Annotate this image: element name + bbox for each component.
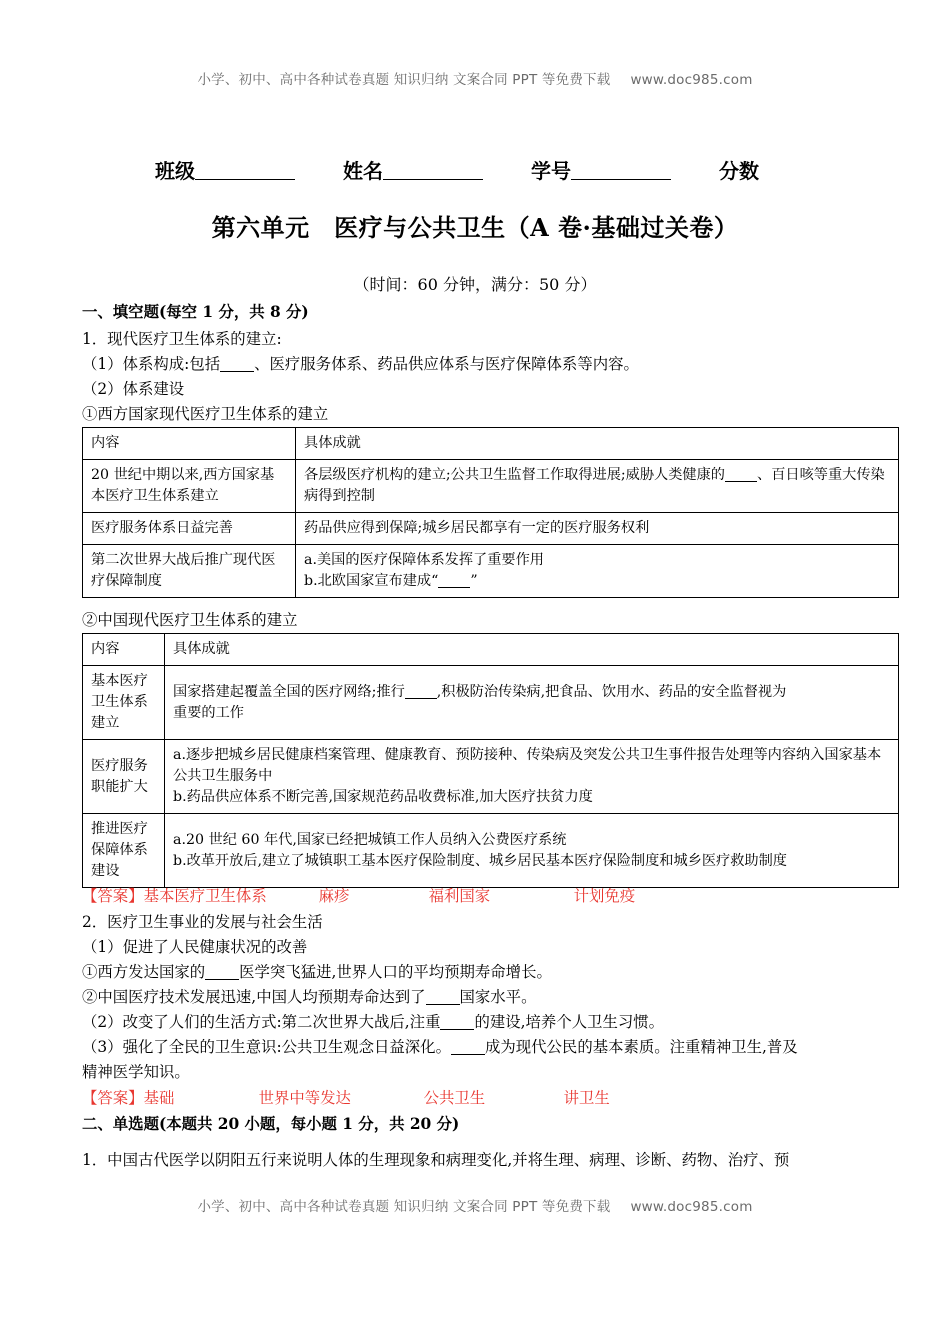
q1-p1-blank[interactable] [220,371,254,372]
table2-r2-line-a: a.逐步把城乡居民健康档案管理、健康教育、预防接种、传染病及突发公共卫生事件报告处理等内容纳入国家基本公共卫生服务中 [173,747,882,784]
field-class-label: 班级 [155,159,195,183]
table2-r3-achievement [165,814,899,888]
field-score-label: 分数 [719,159,759,183]
q2-p2-blank[interactable] [440,1029,474,1030]
q2-a-pre: ①西方发达国家的 [82,963,206,981]
watermark-footer-url: www.doc985.com [630,1199,753,1215]
table2-r1-blank[interactable] [405,698,437,699]
q1-p1-pre: （1）体系构成:包括 [82,355,221,373]
section-one-heading: 一、填空题(每空 1 分，共 8 分) [82,303,309,321]
table2-r1-achievement [165,666,899,740]
answer-2-item-2: 公共卫生 [423,1089,486,1107]
question-1-part-2: （2）体系建设 [82,380,185,398]
field-student-id-blank[interactable] [571,179,671,180]
table-western-health-system [82,427,899,598]
table1-r1-blank[interactable] [725,481,757,482]
watermark-footer-text: 小学、初中、高中各种试卷真题 知识归纳 文案合同 PPT 等免费下载 [197,1199,611,1215]
q2-p3-pre: （3）强化了全民的卫生意识:公共卫生观念日益深化。 [82,1038,451,1056]
table1-r3-line-b [304,571,891,592]
page-title: 第六单元 医疗与公共卫生（A 卷·基础过关卷） [211,213,739,242]
answer-2-item-3: 讲卫生 [563,1089,610,1107]
table1-r3-achievement [296,545,899,598]
q2-p3-post: 成为现代公民的基本素质。注重精神卫生,普及 [484,1038,798,1056]
field-student-id-label: 学号 [531,159,571,183]
question-2-title: 2．医疗卫生事业的发展与社会生活 [82,913,323,931]
table2-r2-line-b: b.药品供应体系不断完善,国家规范药品收费标准,加大医疗扶贫力度 [173,789,593,805]
table1-header-content: 内容 [83,428,296,460]
table-china-health-system [82,633,899,888]
answer-1-label: 【答案】 [82,887,144,905]
watermark-header [0,68,950,88]
question-1-title: 1．现代医疗卫生体系的建立: [82,330,282,348]
q1-p1-post: 、医疗服务体系、药品供应体系与医疗保障体系等内容。 [254,355,639,373]
field-name [343,159,483,183]
table2-caption: ②中国现代医疗卫生体系的建立 [82,611,298,629]
answer-2-label: 【答案】 [82,1089,144,1107]
table1-r3-line-a: a.美国的医疗保障体系发挥了重要作用 [304,552,544,568]
table2-r1-line-1 [173,682,891,703]
table1-r3-line-b-pre: b.北欧国家宣布建成“ [304,573,439,589]
table2-r3-line-a: a.20 世纪 60 年代,国家已经把城镇工作人员纳入公费医疗系统 [173,831,567,848]
answer-1-item-0: 基本医疗卫生体系 [143,887,267,905]
table-row [83,740,899,814]
section-two-heading: 二、单选题(本题共 20 小题，每小题 1 分，共 20 分) [82,1115,460,1133]
q2-b-pre: ②中国医疗技术发展迅速,中国人均预期寿命达到了 [82,988,426,1006]
table1-r1-pre: 各层级医疗机构的建立;公共卫生监督工作取得进展;威胁人类健康的 [304,467,725,483]
question-2-part-3 [82,1035,798,1060]
field-class-blank[interactable] [195,179,295,180]
table2-r1-line-2: 重要的工作 [173,704,244,721]
table-row [83,814,899,888]
table1-r1-achievement [296,460,899,513]
q2-p2-post: 的建设,培养个人卫生习惯。 [474,1013,665,1031]
table2-r1-pre: 国家搭建起覆盖全国的医疗网络;推行 [173,683,405,700]
question-2-part-2 [82,1010,664,1035]
table1-r3-content: 第二次世界大战后推广现代医疗保障制度 [83,545,296,598]
answer-2-item-1: 世界中等发达 [258,1089,351,1107]
q2-p3-blank[interactable] [451,1054,485,1055]
q2-b-post: 国家水平。 [459,988,537,1006]
section-two-question-1: 1．中国古代医学以阴阳五行来说明人体的生理现象和病理变化,并将生理、病理、诊断、药物、治疗、预 [82,1151,790,1169]
answer-1-item-2: 福利国家 [428,887,491,905]
question-1-part-1 [82,352,639,377]
table2-r2-achievement [165,740,899,814]
answer-row-2 [82,1086,610,1108]
table1-header-achievement: 具体成就 [296,428,899,460]
table-row [83,545,899,598]
table2-r3-line-b: b.改革开放后,建立了城镇职工基本医疗保险制度、城乡居民基本医疗保险制度和城乡医疗救助制度 [173,852,787,869]
field-student-id [531,159,671,183]
q2-a-blank[interactable] [205,979,239,980]
table2-r3-content: 推进医疗保障体系建设 [83,814,165,888]
field-name-blank[interactable] [383,179,483,180]
table1-r2-content: 医疗服务体系日益完善 [83,513,296,545]
watermark-header-url: www.doc985.com [630,72,753,88]
table1-r2-achievement: 药品供应得到保障;城乡居民都享有一定的医疗服务权利 [296,513,899,545]
table1-r1-post: 、百日咳等重大传染病得到控制 [304,467,885,504]
answer-2-item-0: 基础 [143,1089,175,1107]
answer-1-item-1: 麻疹 [318,887,350,905]
student-identity-line [155,155,855,184]
table2-header-achievement: 具体成就 [165,634,899,666]
question-2-item-a [82,960,552,985]
table1-caption: ①西方国家现代医疗卫生体系的建立 [82,405,329,423]
answer-row-1 [82,884,635,906]
table2-r1-post: ,积极防治传染病,把食品、饮用水、药品的安全监督视为 [436,683,787,700]
watermark-header-text: 小学、初中、高中各种试卷真题 知识归纳 文案合同 PPT 等免费下载 [197,72,611,88]
table2-r1-content: 基本医疗卫生体系建立 [83,666,165,740]
exam-subtitle: （时间：60 分钟，满分：50 分） [353,275,597,294]
table-row-header [83,428,899,460]
table-row [83,460,899,513]
table1-r3-blank[interactable] [438,587,470,588]
table1-r3-line-b-post: ” [470,573,478,589]
question-2-part-1: （1）促进了人民健康状况的改善 [82,938,308,956]
watermark-footer [0,1195,950,1215]
field-class [155,159,295,183]
table-row-header [83,634,899,666]
q2-p2-pre: （2）改变了人们的生活方式:第二次世界大战后,注重 [82,1013,441,1031]
table1-r1-content: 20 世纪中期以来,西方国家基本医疗卫生体系建立 [83,460,296,513]
table2-r2-content: 医疗服务职能扩大 [83,740,165,814]
question-2-part-3-cont: 精神医学知识。 [82,1063,190,1081]
q2-a-post: 医学突飞猛进,世界人口的平均预期寿命增长。 [239,963,552,981]
table-row [83,666,899,740]
field-name-label: 姓名 [343,159,383,183]
answer-1-item-3: 计划免疫 [573,887,636,905]
table2-header-content: 内容 [83,634,165,666]
table-row [83,513,899,545]
question-2-item-b [82,985,536,1010]
q2-b-blank[interactable] [426,1004,460,1005]
